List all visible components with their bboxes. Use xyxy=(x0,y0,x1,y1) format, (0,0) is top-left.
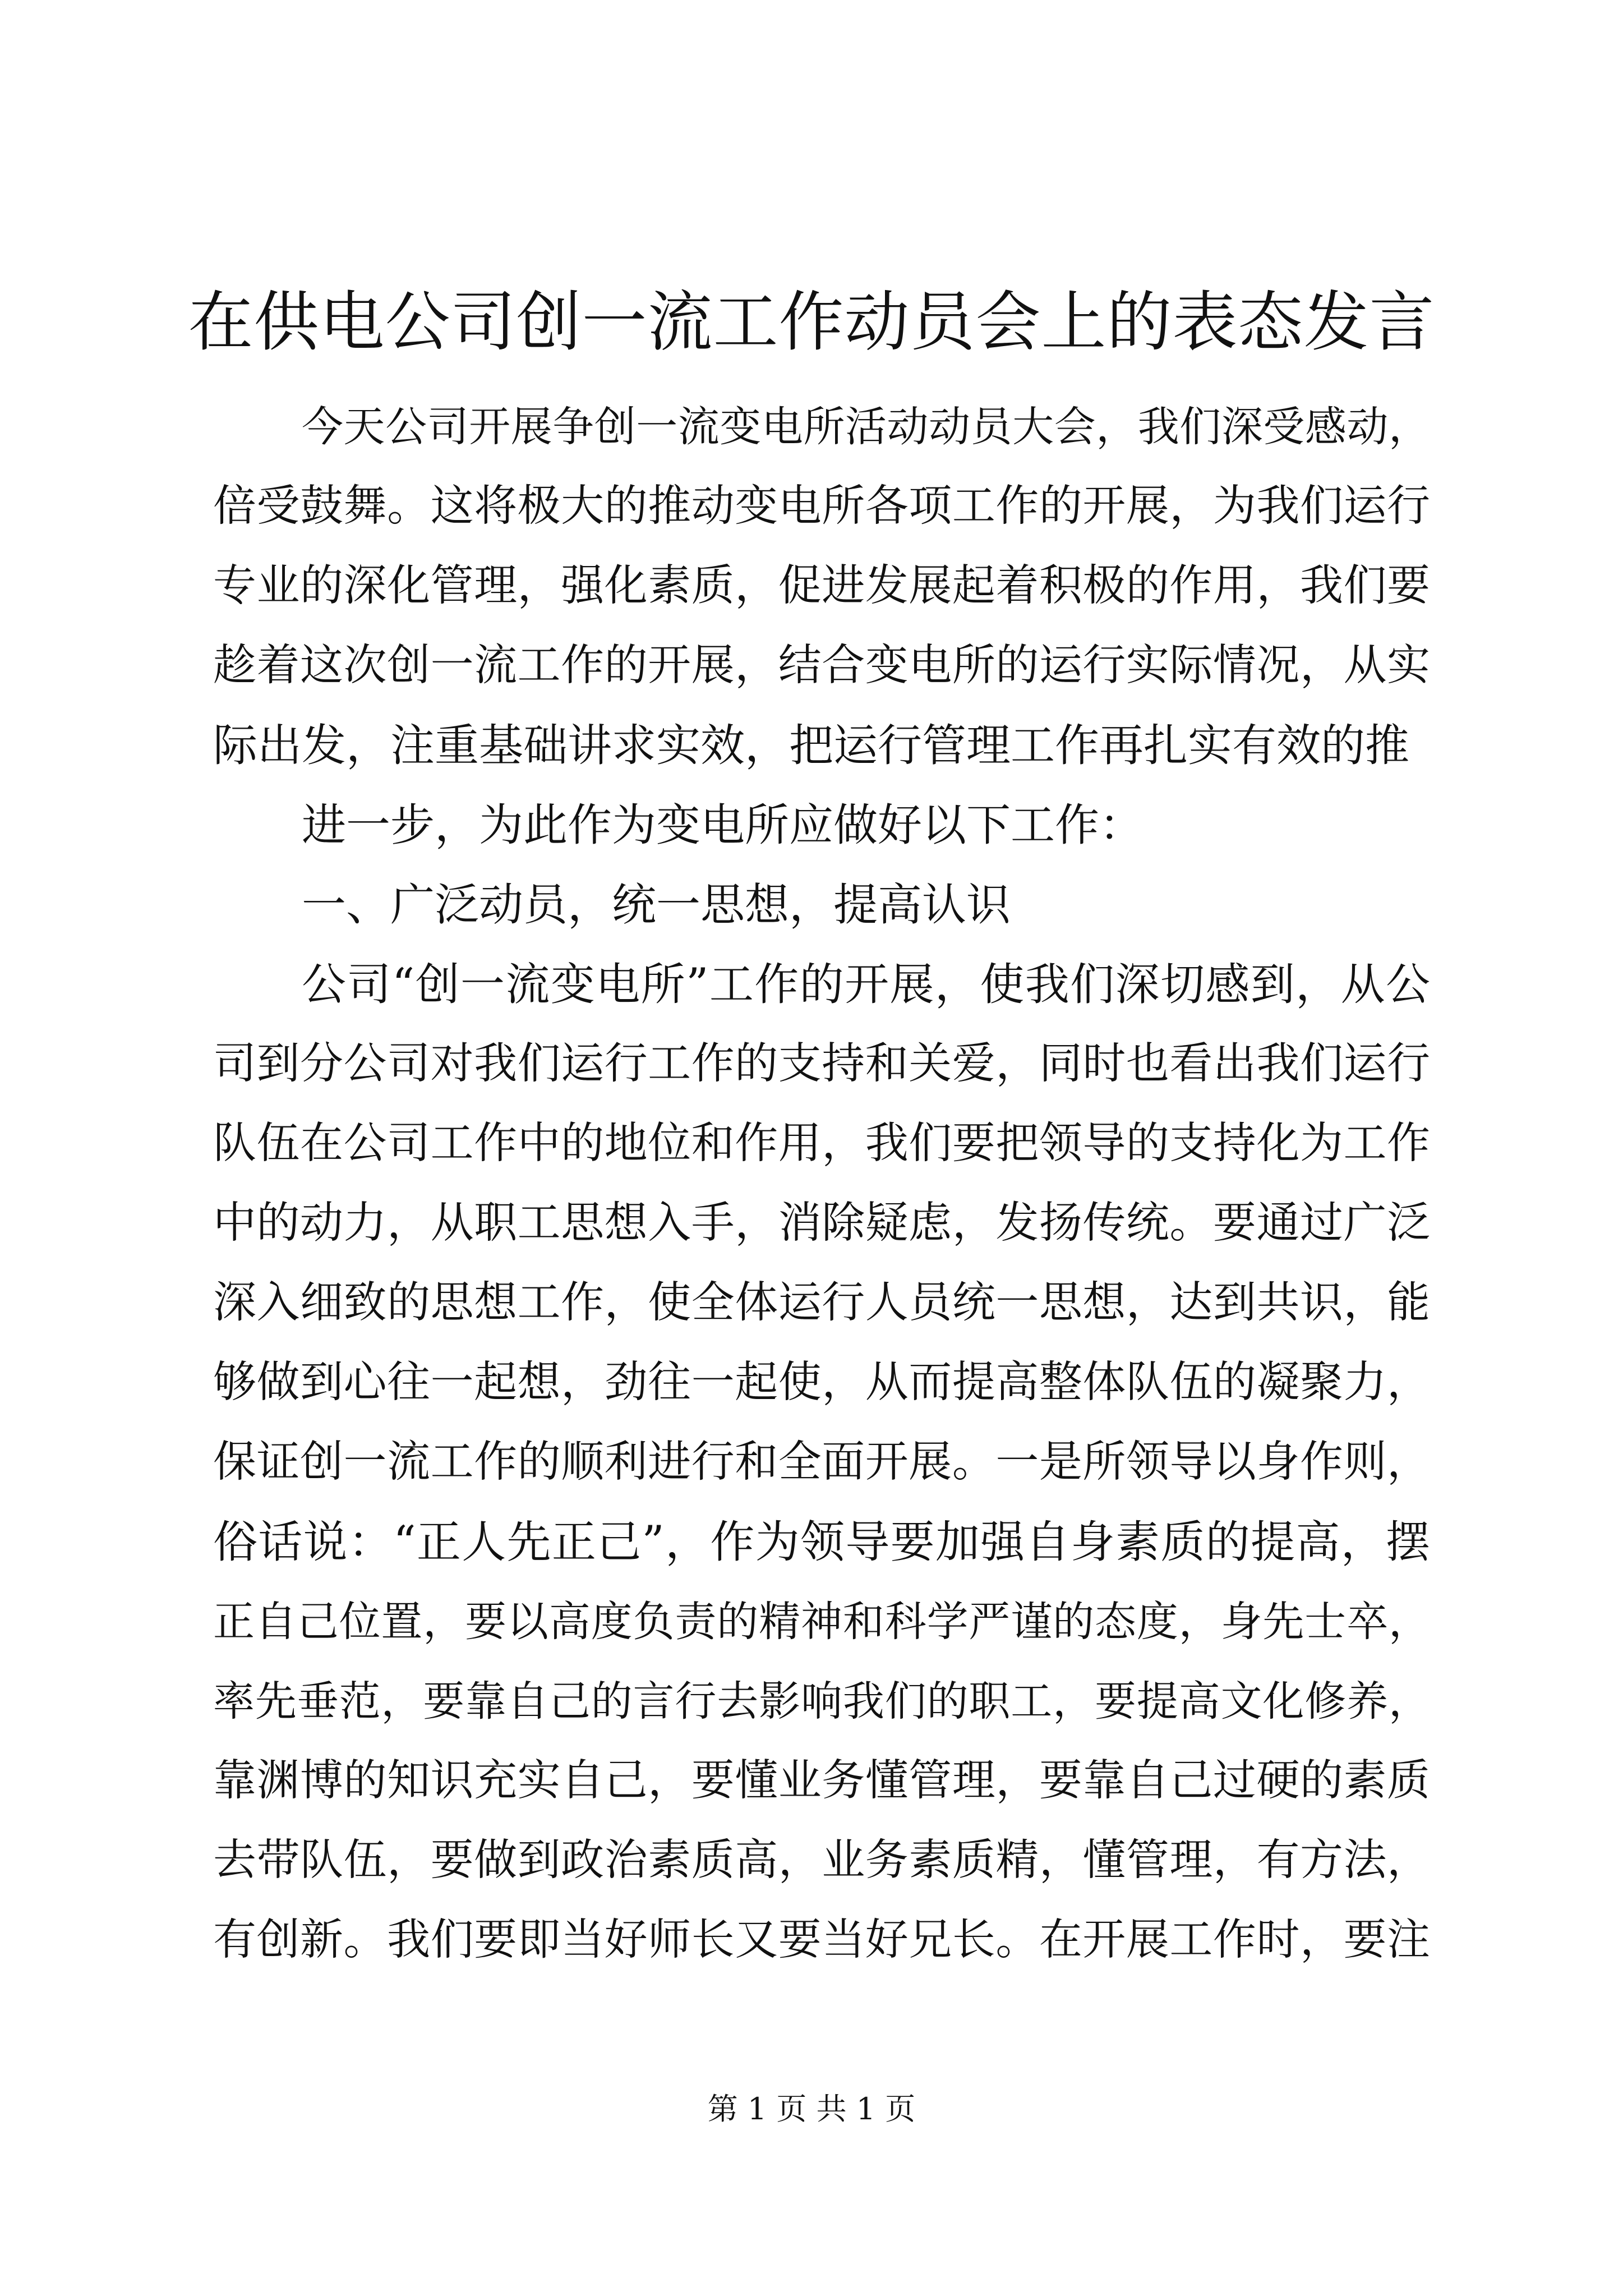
body-line: 俗话说：“正人先正己”，作为领导要加强自身素质的提高，摆 xyxy=(213,1516,1430,1568)
body-line: 际出发，注重基础讲求实效，把运行管理工作再扎实有效的推 xyxy=(213,720,1409,771)
body-line: 公司“创一流变电所”工作的开展，使我们深切感到，从公 xyxy=(302,959,1430,1010)
body-line: 专业的深化管理，强化素质，促进发展起着积极的作用，我们要 xyxy=(213,561,1430,611)
body-line: 进一步，为此作为变电所应做好以下工作： xyxy=(302,799,1144,851)
body-line: 司到分公司对我们运行工作的支持和关爱，同时也看出我们运行 xyxy=(213,1039,1430,1089)
body-line: 深入细致的思想工作，使全体运行人员统一思想，达到共识，能 xyxy=(213,1278,1430,1328)
section-heading: 一、广泛动员，统一思想，提高认识 xyxy=(302,879,1011,931)
body-line: 今天公司开展争创一流变电所活动动员大会，我们深受感动， xyxy=(302,403,1430,451)
body-line: 率先垂范，要靠自己的言行去影响我们的职工，要提高文化修养， xyxy=(213,1677,1430,1726)
body-line: 有创新。我们要即当好师长又要当好兄长。在开展工作时，要注 xyxy=(213,1915,1430,1965)
document-title: 在供电公司创一流工作动员会上的表态发言 xyxy=(188,284,1435,360)
document-body xyxy=(213,387,1430,1980)
body-line: 倍受鼓舞。这将极大的推动变电所各项工作的开展，为我们运行 xyxy=(213,481,1430,531)
body-line: 靠渊博的知识充实自己，要懂业务懂管理，要靠自己过硬的素质 xyxy=(213,1756,1430,1806)
body-line: 去带队伍，要做到政治素质高，业务素质精，懂管理，有方法， xyxy=(213,1835,1430,1885)
body-line: 正自己位置，要以高度负责的精神和科学严谨的态度，身先士卒， xyxy=(213,1598,1430,1646)
body-line: 保证创一流工作的顺利进行和全面开展。一是所领导以身作则， xyxy=(213,1437,1430,1487)
body-line: 够做到心往一起想，劲往一起使，从而提高整体队伍的凝聚力， xyxy=(213,1358,1430,1407)
body-line: 中的动力，从职工思想入手，消除疑虑，发扬传统。要通过广泛 xyxy=(213,1198,1430,1248)
body-line: 趁着这次创一流工作的开展，结合变电所的运行实际情况，从实 xyxy=(213,641,1430,691)
body-line: 队伍在公司工作中的地位和作用，我们要把领导的支持化为工作 xyxy=(213,1119,1430,1168)
page-footer: 第 1 页 共 1 页 xyxy=(707,2091,916,2127)
